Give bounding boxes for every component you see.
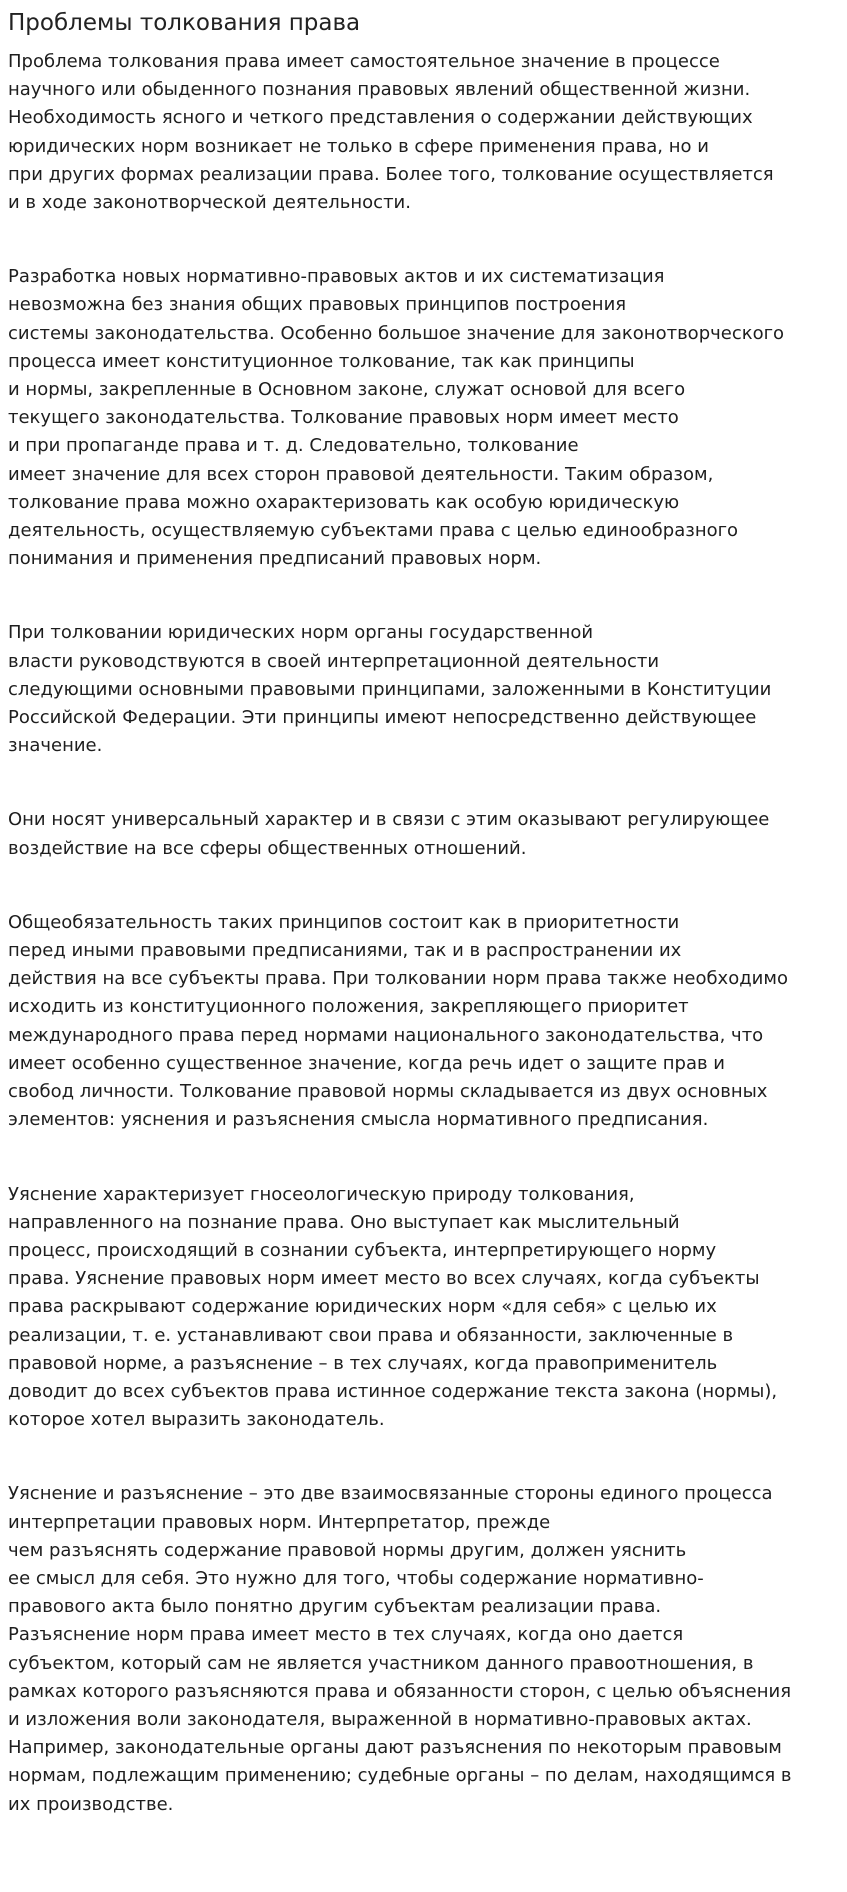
- paragraph-4: Они носят универсальный характер и в связи с этим оказывают регулирующее воздействие на все сферы общественных отношений.: [8, 809, 770, 859]
- paragraph-spacer: [8, 1434, 847, 1480]
- paragraph-2: Разработка новых нормативно-правовых актов и их систематизация невозможна без знания общих правовых принципов построения системы законодательства. Особенно большое значение для законотворческого процесса имеет конституционное толкование, так как принципы и нормы, закрепленные в Основном законе, служат основой для всего текущего законодательства. Толкование правовых норм имеет место и при пропаганде права и т. д. Следовательно, толкование имеет значение для всех сторон правовой деятельности. Таким образом, толкование права можно охарактеризовать как особую юридическую деятельность, осуществляемую субъектами права с целью единообразного понимания и применения предписаний правовых норм.: [8, 266, 785, 570]
- paragraph-spacer: [8, 217, 847, 263]
- paragraph-spacer: [8, 573, 847, 619]
- paragraph-7: Уяснение и разъяснение – это две взаимосвязанные стороны единого процесса интерпретации правовых норм. Интерпретатор, прежде чем разъяснять содержание правовой нормы другим, должен уяснить ее смысл для себя. Это нужно для того, чтобы содержание нормативно- правового акта было понятно другим субъектам реализации права. Разъяснение норм права имеет место в тех случаях, когда оно дается субъектом, который сам не является участником данного правоотношения, в рамках которого разъясняются права и обязанности сторон, с целью объяснения и изложения воли законодателя, выраженной в нормативно-правовых актах. Например, законодательные органы дают разъяснения по некоторым правовым нормам, подлежащим применению; судебные органы – по делам, находящимся в их производстве.: [8, 1483, 792, 1815]
- page-title: Проблемы толкования права: [8, 10, 361, 36]
- paragraph-spacer: [8, 863, 847, 909]
- paragraph-spacer: [8, 1135, 847, 1181]
- paragraph-5: Общеобязательность таких принципов состоит как в приоритетности перед иными правовыми предписаниями, так и в распространении их действия на все субъекты права. При толковании норм права также необходимо исходить из конституционного положения, закрепляющего приоритет международного права перед нормами национального законодательства, что имеет особенно существенное значение, когда речь идет о защите прав и свобод личности. Толкование правовой нормы складывается из двух основных элементов: уяснения и разъяснения смысла нормативного предписания.: [8, 911, 788, 1131]
- paragraph-1: Проблема толкования права имеет самостоятельное значение в процессе научного или обыденного познания правовых явлений общественной жизни. Необходимость ясного и четкого представления о содержании действующих юридических норм возникает не только в сфере применения права, но и при других формах реализации права. Более того, толкование осуществляется и в ходе законотворческой деятельности.: [8, 51, 774, 214]
- paragraph-spacer: [8, 760, 847, 806]
- paragraph-3: При толковании юридических норм органы государственной власти руководствуются в своей интерпретационной деятельности следующими основными правовыми принципами, заложенными в Конституции Российской Федерации. Эти принципы имеют непосредственно действующее значение.: [8, 622, 772, 757]
- paragraph-6: Уяснение характеризует гносеологическую природу толкования, направленного на познание права. Оно выступает как мыслительный процесс, происходящий в сознании субъекта, интерпретирующего норму права. Уяснение правовых норм имеет место во всех случаях, когда субъекты права раскрывают содержание юридических норм «для себя» с целью их реализации, т. е. устанавливают свои права и обязанности, заключенные в правовой норме, а разъяснение – в тех случаях, когда правоприменитель доводит до всех субъектов права истинное содержание текста закона (нормы), которое хотел выразить законодатель.: [8, 1183, 778, 1431]
